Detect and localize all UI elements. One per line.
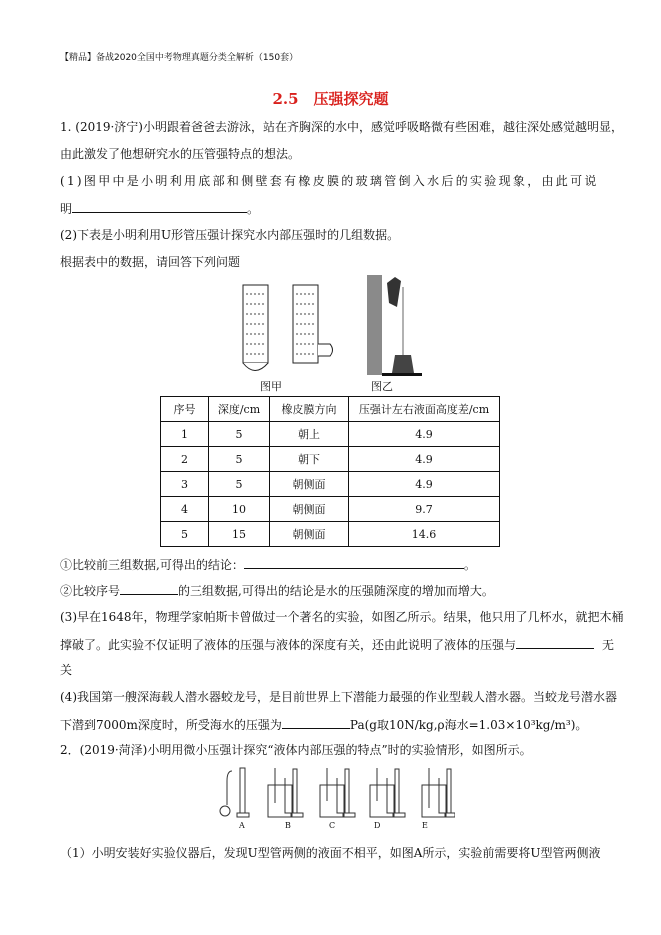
figure-label-a: A	[239, 821, 245, 830]
figure-label-b: B	[285, 821, 291, 830]
table-row	[161, 447, 500, 472]
q2-intro: 2．(2019·菏泽)小明用微小压强计探究“液体内部压强的特点”时的实验情形，如图所示。	[60, 743, 532, 757]
table-header: 序号	[161, 397, 209, 422]
table-header: 橡皮膜方向	[270, 397, 349, 422]
table-row	[161, 522, 500, 547]
answer-blank-5[interactable]	[282, 716, 350, 729]
q1-intro-2: 由此激发了他想研究水的压管强特点的想法。	[60, 147, 301, 161]
table-cell: 15	[209, 522, 270, 547]
q1-part4-end: Pa(g取10N/kg,ρ海水=1.03×10³kg/m³)。	[349, 718, 588, 732]
table-cell: 1	[161, 422, 209, 447]
table-cell: 4.9	[349, 472, 500, 497]
q1-part4-line1: (4)我国第一艘深海载人潜水器蛟龙号，是目前世界上下潜能力最强的作业型载人潜水器。当蛟龙号潜水器	[60, 690, 618, 704]
q1-part4-text: 下潜到7000m深度时，所受海水的压强为	[60, 718, 282, 732]
table-cell: 14.6	[349, 522, 500, 547]
table-cell: 5	[209, 447, 270, 472]
q1-sub2	[60, 582, 494, 599]
answer-blank-3[interactable]	[120, 582, 178, 595]
table-cell: 朝侧面	[270, 497, 349, 522]
figure-yi-pascal-barrel	[367, 275, 422, 377]
table-row	[161, 422, 500, 447]
section-title: 2.5 压强探究题	[272, 90, 389, 108]
q1-part3-line3: 关	[60, 663, 73, 677]
q1-part2: (2)下表是小明利用U形管压强计探究水内部压强时的几组数据。	[60, 228, 400, 242]
table-cell: 朝侧面	[270, 472, 349, 497]
figure-label-c: C	[329, 821, 336, 830]
q1-part3-line1: (3)早在1648年，物理学家帕斯卡曾做过一个著名的实验，如图乙所示。结果，他只用了几杯水，就把木桶	[60, 610, 624, 624]
figure-label-e: E	[422, 821, 428, 830]
q1-sub2-text-2: 的三组数据,可得出的结论是水的压强随深度的增加而增大。	[178, 584, 494, 598]
table-cell: 9.7	[349, 497, 500, 522]
page-header: 【精品】备战2020全国中考物理真题分类全解析（150套）	[60, 53, 299, 63]
table-cell: 10	[209, 497, 270, 522]
table-cell: 4	[161, 497, 209, 522]
q2-part1: （1）小明安装好实验仪器后，发现U型管两侧的液面不相平，如图A所示，实验前需要将U型管两侧液	[60, 846, 601, 860]
figure-jia-caption: 图甲	[260, 380, 282, 393]
q1-part4-line2	[60, 716, 587, 733]
q1-sub1	[60, 556, 476, 573]
q1-part3-line2	[60, 636, 614, 653]
q1-part1-line1: (1)图甲中是小明利用底部和侧壁套有橡皮膜的玻璃管倒入水后的实验现象，由此可说	[60, 174, 599, 188]
table-header-row	[161, 397, 500, 422]
table-cell: 3	[161, 472, 209, 497]
table-row	[161, 497, 500, 522]
q1-part3-end: 无	[602, 638, 615, 652]
table-cell: 5	[161, 522, 209, 547]
table-header: 压强计左右液面高度差/cm	[349, 397, 500, 422]
q1-intro-1: 1. (2019·济宁)小明跟着爸爸去游泳，站在齐胸深的水中，感觉呼吸略微有些困难，越往深处感觉越明显，	[60, 120, 623, 134]
q1-sub1-text: ①比较前三组数据,可得出的结论：	[60, 558, 244, 572]
table-cell: 5	[209, 422, 270, 447]
table-cell: 朝上	[270, 422, 349, 447]
figure-yi-caption: 图乙	[371, 380, 393, 393]
table-row	[161, 472, 500, 497]
q1-sub2-text: ②比较序号	[60, 584, 121, 598]
answer-blank-1[interactable]	[72, 200, 247, 213]
punct: 。	[247, 202, 260, 216]
q1-part1-text: 明	[60, 202, 73, 216]
punct: 。	[463, 558, 476, 572]
table-cell: 5	[209, 472, 270, 497]
q1-part3-text: 撑破了。此实验不仅证明了液体的压强与液体的深度有关，还由此说明了液体的压强与	[60, 638, 517, 652]
table-cell: 4.9	[349, 447, 500, 472]
data-table	[160, 396, 500, 547]
table-cell: 朝下	[270, 447, 349, 472]
answer-blank-4[interactable]	[516, 636, 594, 649]
table-cell: 朝侧面	[270, 522, 349, 547]
table-cell: 2	[161, 447, 209, 472]
figure-label-d: D	[374, 821, 381, 830]
q1-part2b: 根据表中的数据，请回答下列问题	[60, 255, 241, 269]
answer-blank-2[interactable]	[244, 556, 464, 569]
table-header: 深度/cm	[209, 397, 270, 422]
table-cell: 4.9	[349, 422, 500, 447]
q1-part1-line2	[60, 200, 259, 217]
